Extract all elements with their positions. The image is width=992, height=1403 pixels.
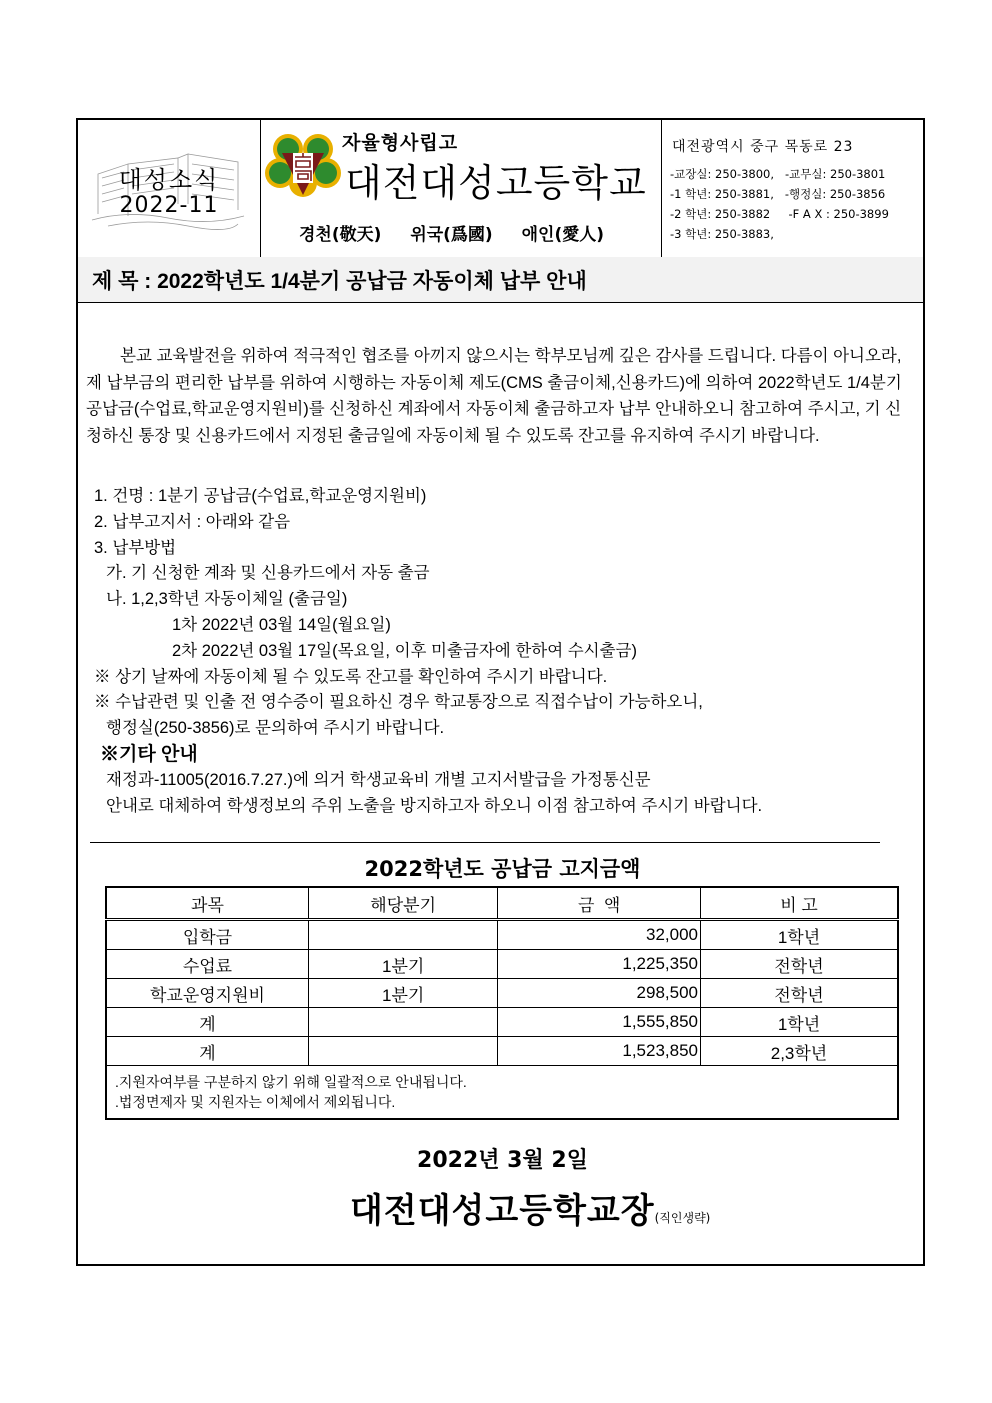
details-list [94,484,762,819]
note: ※ 수납관련 및 인출 전 영수증이 필요하신 경우 학교통장으로 직접수납이 가능하오니, [94,693,703,712]
newsletter-badge [78,120,261,257]
phone-line: -3 학년: 250-3883, [670,227,774,241]
column-header: 비 고 [701,887,899,920]
quarter-cell [308,920,497,950]
subject-title: 제 목 : 2022학년도 1/4분기 공납금 자동이체 납부 안내 [92,270,587,293]
school-identity [261,120,662,257]
withdrawal-date: 2차 2022년 03월 17일(목요일, 이후 미출금자에 한하여 수시출금) [172,641,637,660]
newsletter-issue: 2022-11 [119,193,219,218]
school-motto [299,220,626,245]
newsletter-title: 대성소식 [118,166,220,194]
phone-list [670,164,889,244]
remark-cell: 전학년 [701,979,899,1008]
header [78,120,923,258]
withdrawal-date: 1차 2022년 03월 14일(월요일) [172,615,391,634]
phone-line: -2 학년: 250-3882 -F A X : 250-3899 [670,207,889,221]
subject-cell: 계 [106,1037,308,1066]
subject-bar [78,257,923,303]
motto-item: 애인(愛人) [521,225,605,245]
amount-cell: 298,500 [498,979,701,1008]
column-header: 과목 [106,887,308,920]
etc-heading: ※기타 안내 [100,743,198,765]
contact-info [662,120,923,257]
school-emblem-icon [264,131,342,199]
school-name: 대전대성고등학교 [345,161,647,205]
amount-cell: 1,523,850 [498,1037,701,1066]
amount-cell: 32,000 [498,920,701,950]
quarter-cell: 1분기 [308,979,497,1008]
subject-cell: 입학금 [106,920,308,950]
table-row [106,1008,898,1037]
school-address: 대전광역시 중구 목동로 23 [672,139,854,155]
phone-line: -1 학년: 250-3881, -행정실: 250-3856 [670,187,886,201]
intro-text: 본교 교육발전을 위하여 적극적인 협조를 아끼지 않으시는 학부모님께 깊은 감사를 드립니다. 다름이 아니오라, 제 납부금의 편리한 납부를 위하여 시행하는 자동이체 제도(CMS 출금이체,신용카드)에 의하여 2022학년도 1/4분기 공납금(수업료,학교운영지원비)를 신청하신 계좌에서 자동이체 출금하고자 납부 안내하오니 참고하여 주시고, 기 신청하신 통장 및 신용카드에서 지정된 출금일에 자동이체 될 수 있도록 잔고를 유지하여 주시기 바랍니다. [86,347,902,445]
note: ※ 상기 날짜에 자동이체 될 수 있도록 잔고를 확인하여 주시기 바랍니다. [94,667,608,686]
list-item: 3. 납부방법 [94,538,177,557]
fee-table-title: 2022학년도 공납금 고지금액 [364,857,641,881]
quarter-cell: 1분기 [308,950,497,979]
subject-cell: 학교운영지원비 [106,979,308,1008]
table-row [106,1037,898,1066]
quarter-cell [308,1037,497,1066]
table-row [106,920,898,950]
subject-cell: 계 [106,1008,308,1037]
table-footnote-row [106,1066,898,1120]
column-header: 해당분기 [308,887,497,920]
etc-line: 재정과-11005(2016.7.27.)에 의거 학생교육비 개별 고지서발급을 가정통신문 [106,770,651,789]
amount-cell: 1,225,350 [498,950,701,979]
school-type: 자율형사립고 [342,132,459,154]
seal-note: (직인생략) [654,1211,711,1225]
divider [90,842,880,843]
amount-cell: 1,555,850 [498,1008,701,1037]
sub-item: 가. 기 신청한 계좌 및 신용카드에서 자동 출금 [106,564,430,583]
table-row [106,979,898,1008]
footnote: .법정면제자 및 지원자는 이체에서 제외됩니다. [115,1094,396,1110]
remark-cell: 전학년 [701,950,899,979]
list-item: 2. 납부고지서 : 아래와 같음 [94,512,291,531]
subject-cell: 수업료 [106,950,308,979]
motto-item: 경천(敬天) [299,225,382,245]
newsletter-page [76,118,925,1266]
intro-paragraph [86,343,916,449]
footnote-cell [106,1066,898,1120]
note: 행정실(250-3856)로 문의하여 주시기 바랍니다. [106,719,445,738]
remark-cell: 1학년 [701,920,899,950]
principal-title: 대전대성고등학교장 [350,1191,655,1231]
sub-item: 나. 1,2,3학년 자동이체일 (출금일) [106,590,348,609]
issue-date: 2022년 3월 2일 [417,1148,588,1173]
principal-signature [350,1183,710,1232]
list-item: 1. 건명 : 1분기 공납금(수업료,학교운영지원비) [94,487,427,505]
motto-item: 위국(爲國) [410,225,493,245]
footnote: .지원자여부를 구분하지 않기 위해 일괄적으로 안내됩니다. [115,1074,467,1090]
column-header: 금 액 [498,887,701,920]
quarter-cell [308,1008,497,1037]
remark-cell: 2,3학년 [701,1037,899,1066]
etc-line: 안내로 대체하여 학생정보의 주위 노출을 방지하고자 하오니 이점 참고하여 주시기 바랍니다. [106,796,763,815]
table-row [106,950,898,979]
fee-table [105,886,899,1120]
table-header-row [106,887,898,920]
remark-cell: 1학년 [701,1008,899,1037]
phone-line: -교장실: 250-3800, -교무실: 250-3801 [670,167,886,181]
